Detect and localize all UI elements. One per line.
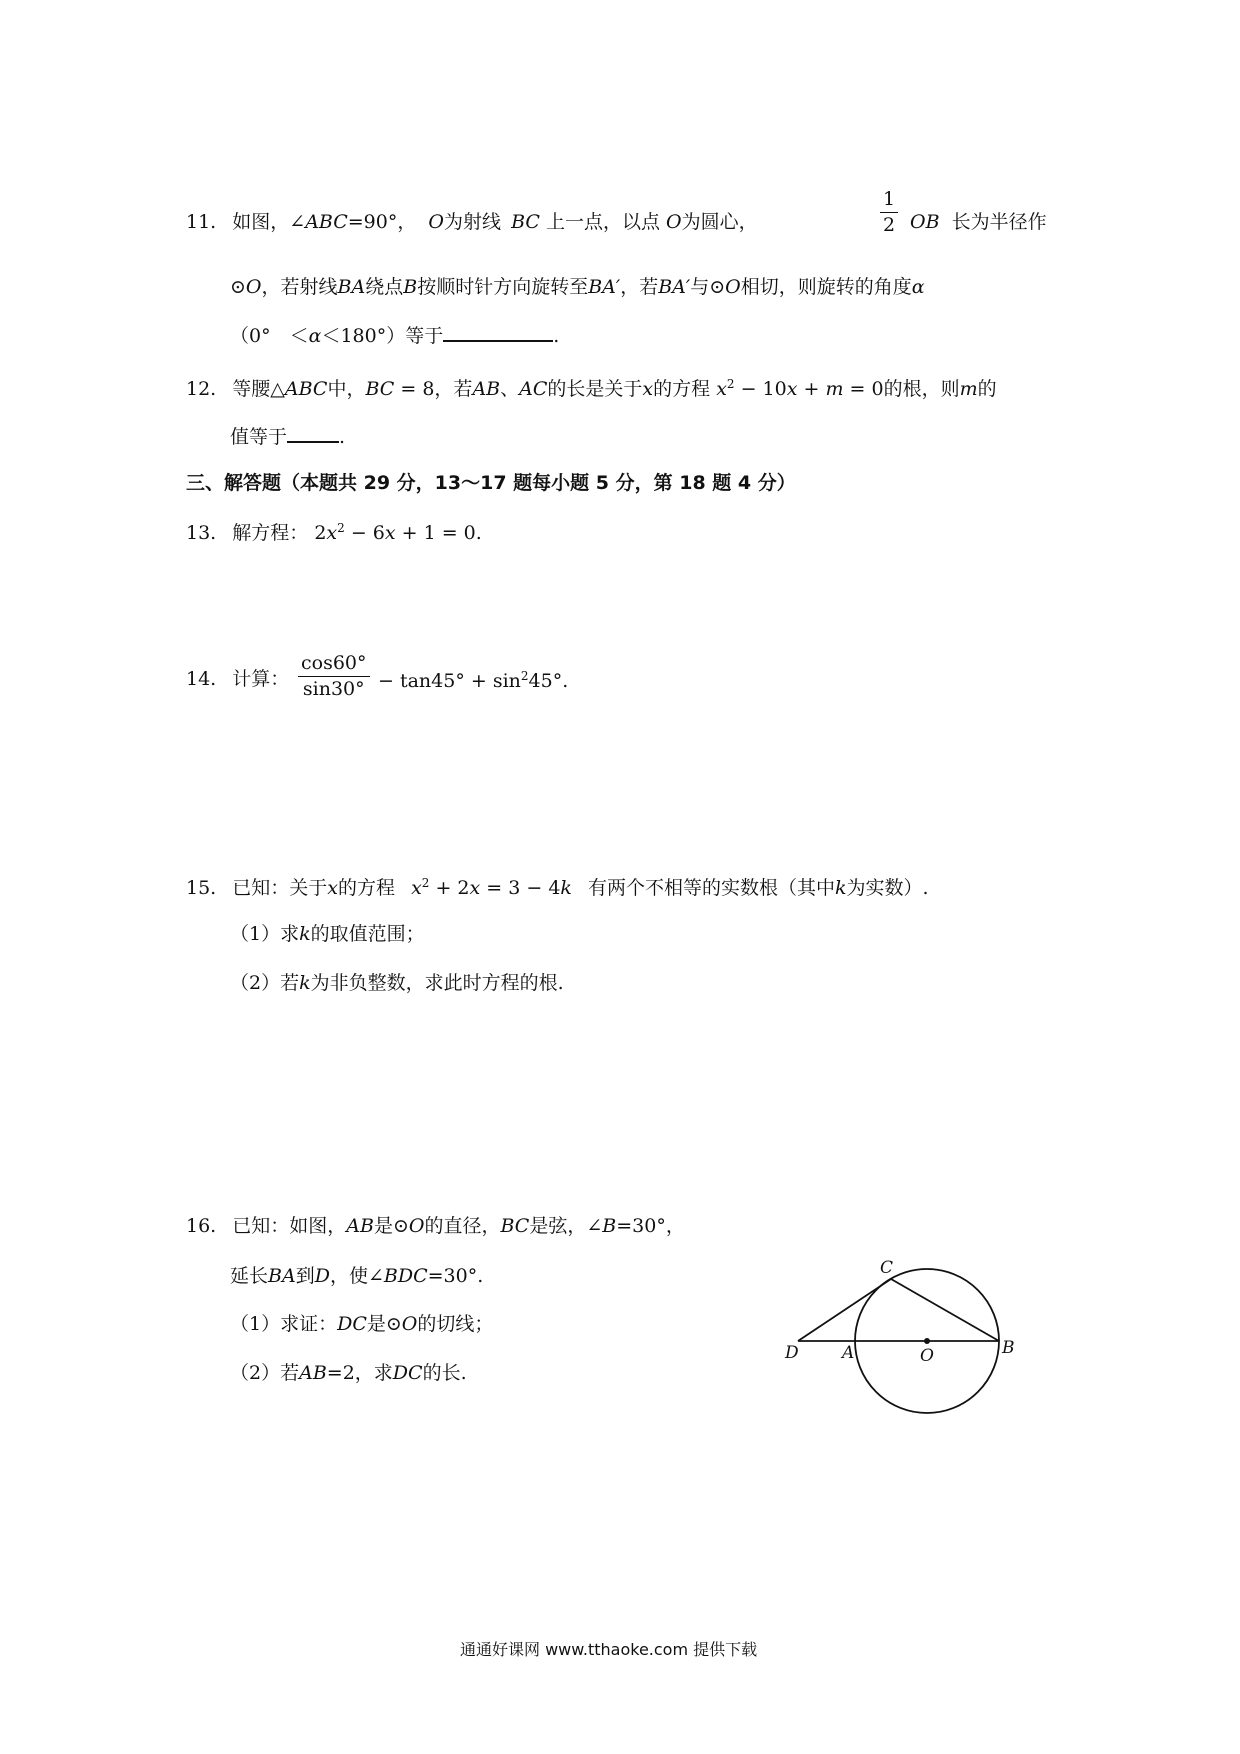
section-heading: 三、解答题（本题共 29 分，13～17 题每小题 5 分，第 18 题 4 分） <box>186 472 796 494</box>
q14-number: 14. <box>186 668 217 690</box>
q11-fraction-half <box>876 190 902 235</box>
q11-line1-end: OB 长为半径作 <box>910 211 1047 233</box>
label-a: A <box>842 1343 855 1363</box>
q12-line2: 值等于 . <box>230 426 346 448</box>
label-c: C <box>880 1258 894 1278</box>
q15-number: 15. <box>186 877 217 899</box>
q14-fraction <box>298 654 370 699</box>
line-c-b <box>891 1279 999 1341</box>
label-b: B <box>1002 1338 1015 1358</box>
q13-line: 13. 解方程： $2x^2 - 6x + 1 = 0$. <box>186 521 482 544</box>
answer-blank <box>443 338 553 342</box>
q15-line1: 15. 已知：关于x的方程 $x^2 + 2x = 3 - 4k$ 有两个不相等的实数根（其中k为实数）. <box>186 876 929 899</box>
label-d: D <box>785 1343 799 1363</box>
q14-expression: − $\tan 45^\circ + \sin^245^\circ$. <box>378 669 569 692</box>
q11-line1: 11. 如图，∠ABC=90°， O为射线 BC 上一点，以点 O为圆心， <box>186 211 758 233</box>
q15-part2: （2）若k为非负整数，求此时方程的根. <box>230 972 564 994</box>
q11-line3: （0° ＜α＜180°）等于 . <box>230 325 560 347</box>
answer-blank <box>287 439 339 443</box>
q14-line: 14. 计算： <box>186 668 290 690</box>
q16-line1: 16. 已知：如图，AB是⊙O的直径，BC是弦，∠B=30°， <box>186 1215 685 1237</box>
q16-part1: （1）求证：DC是⊙O的切线； <box>230 1313 494 1335</box>
q12-line1: 12. 等腰△ABC中，BC = 8，若AB、AC的长是关于x的方程 $x^2 - 10x + m = 0$的根，则m的 <box>186 377 997 400</box>
q16-part2: （2）若AB=2，求DC的长. <box>230 1362 467 1384</box>
q13-number: 13. <box>186 522 217 544</box>
q16-line2: 延长BA到D，使∠BDC=30°. <box>230 1265 484 1287</box>
q16-number: 16. <box>186 1215 217 1237</box>
q12-number: 12. <box>186 378 217 400</box>
line-d-c <box>798 1279 891 1341</box>
footer-text: 通通好课网 www.tthaoke.com 提供下载 <box>460 1640 758 1659</box>
q11-line2: ⊙O，若射线BA绕点B按顺时针方向旋转至BA′，若BA′与⊙O相切，则旋转的角度α <box>230 276 925 298</box>
label-o: O <box>920 1346 934 1366</box>
q11-number: 11. <box>186 211 217 233</box>
q15-part1: （1）求k的取值范围； <box>230 923 425 945</box>
fraction: $\frac{\cos 60^\circ}{\sin 30^\circ}$ <box>298 654 370 699</box>
center-point-o <box>924 1338 930 1344</box>
fraction: $\frac{1}{2}$ <box>880 190 898 235</box>
circle-tangent-figure <box>780 1260 1040 1450</box>
